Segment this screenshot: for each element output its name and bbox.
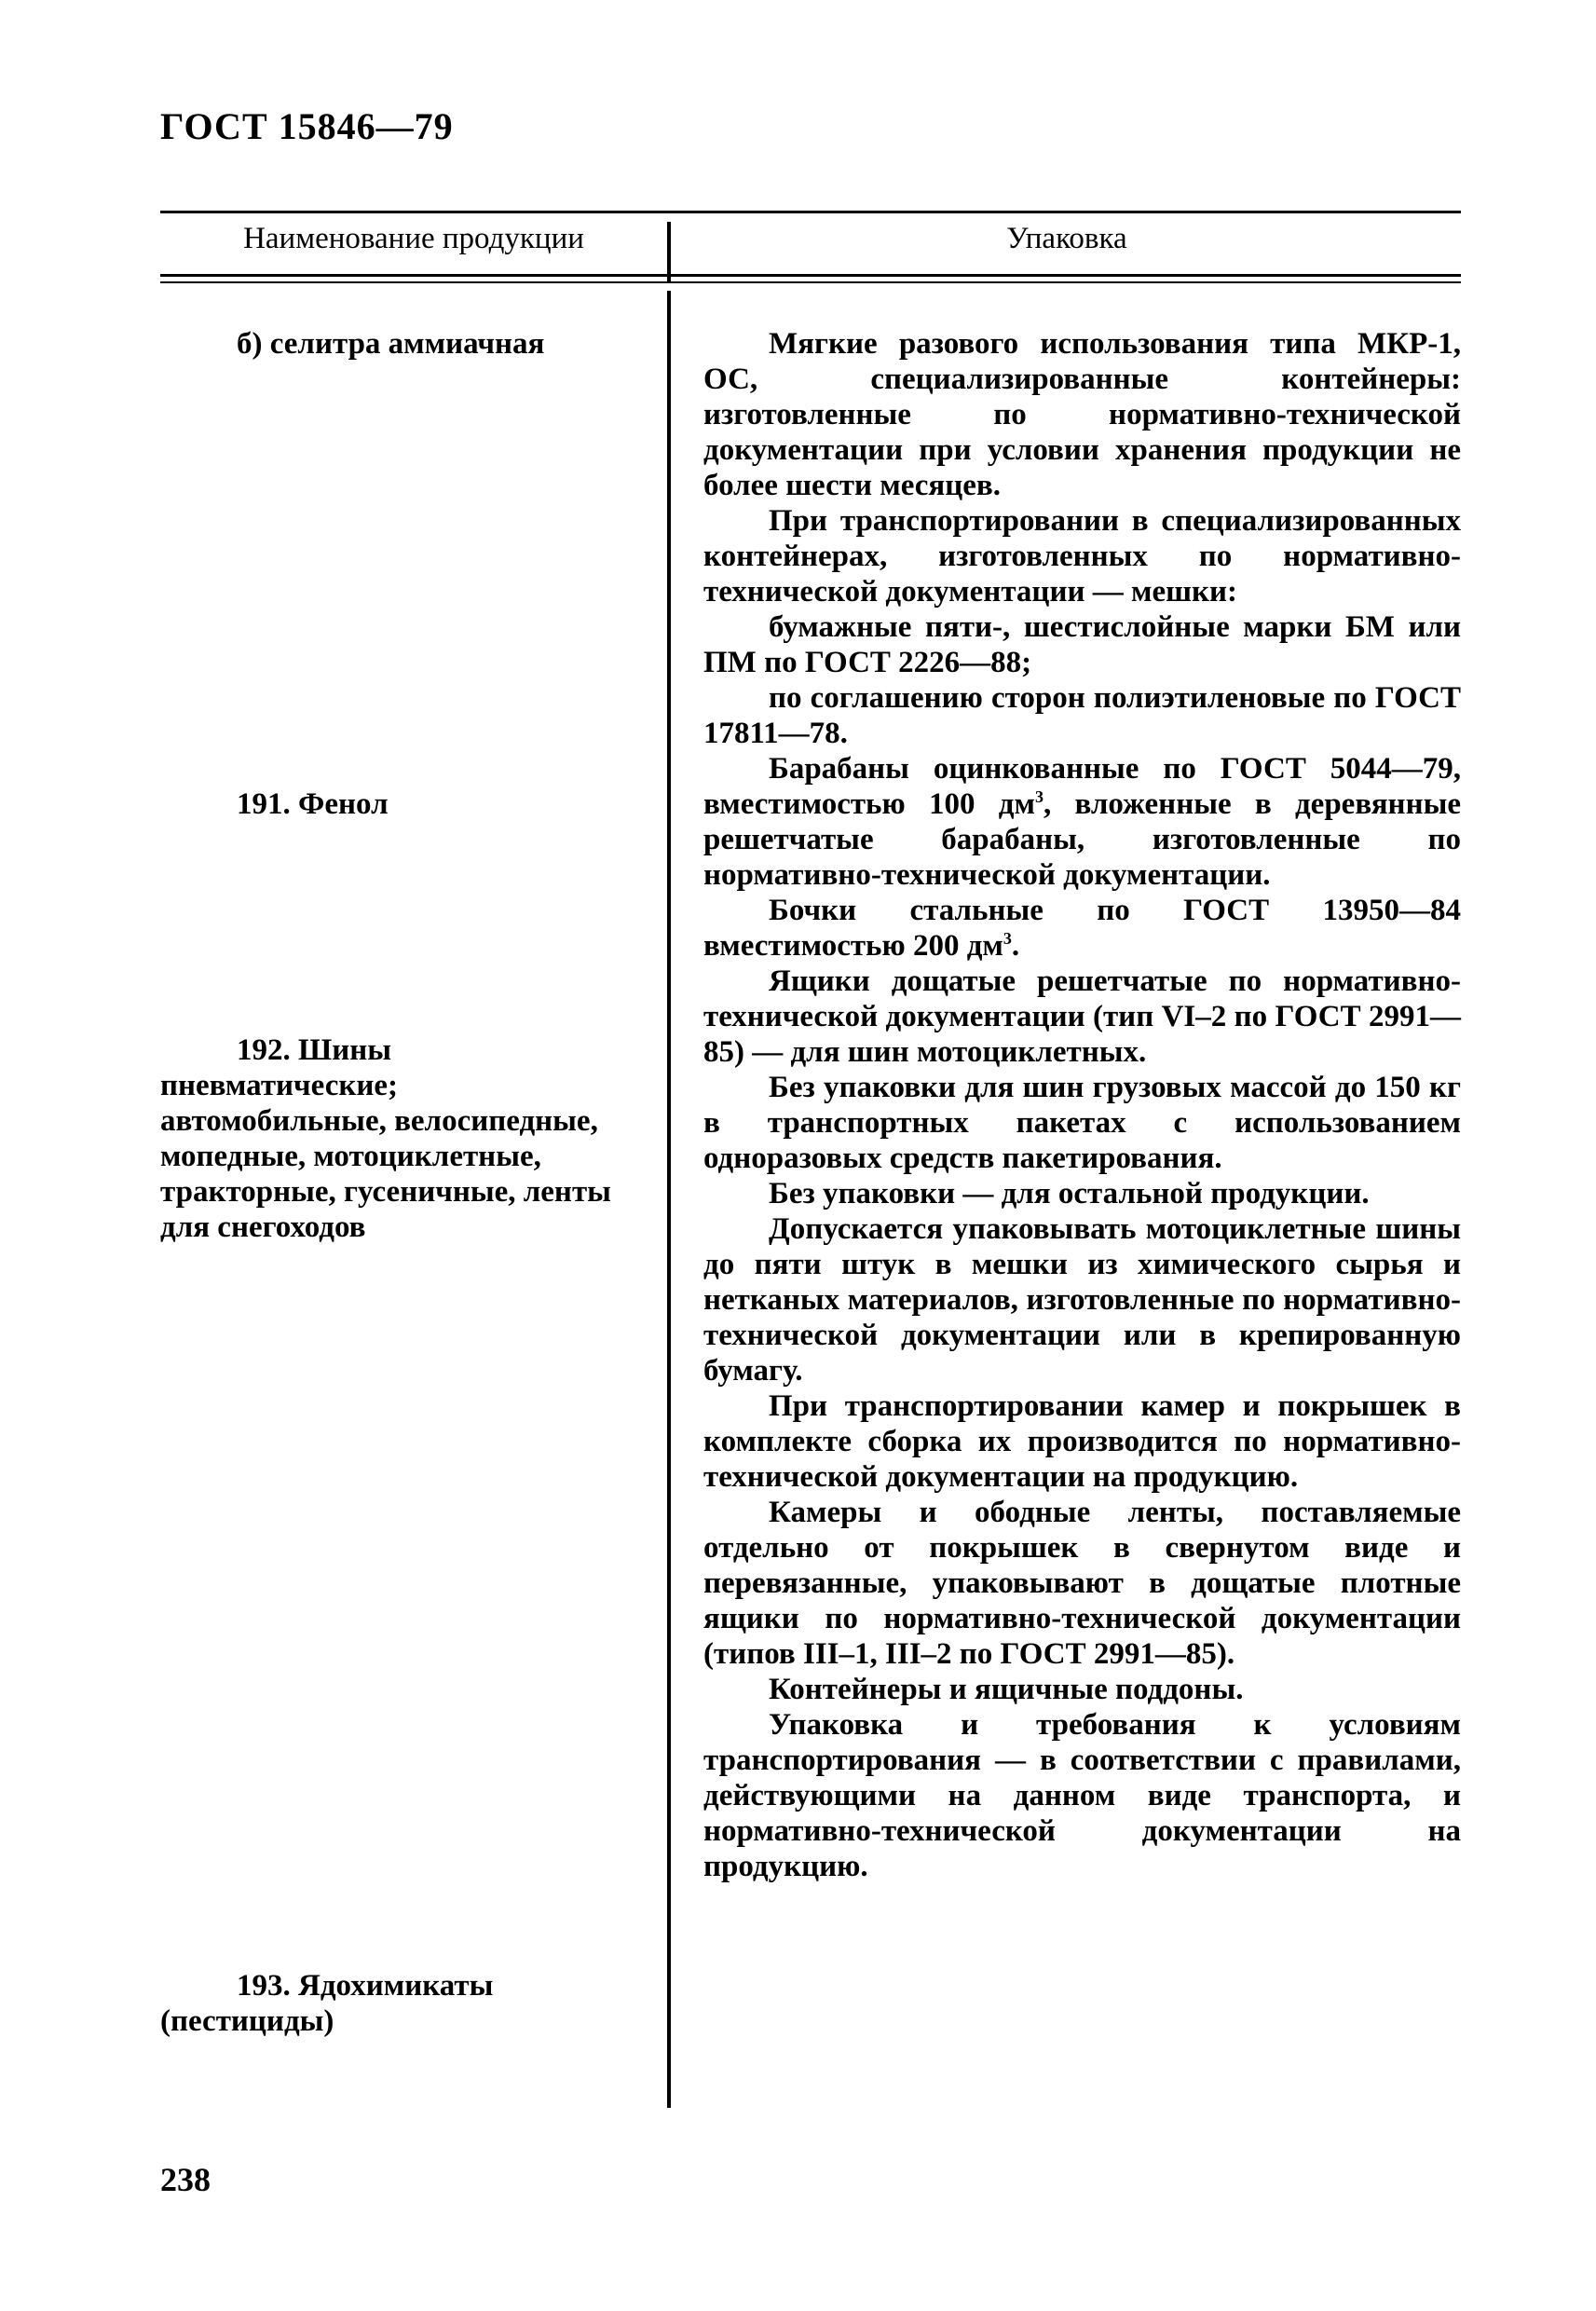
packaging-paragraph-drums — [703, 751, 1461, 893]
column-header-product: Наименование продукции — [243, 222, 584, 255]
packaging-paragraph: Упаковка и требования к условиям транспортирования — в соответствии с правилами, действующими на данном виде транспорта, и нормативно-технической документации на продукцию. — [703, 1708, 1461, 1883]
drums-text: Барабаны оцинкованные по ГОСТ 5044—79, вместимостью 100 дм — [703, 752, 1461, 821]
document-header: ГОСТ 15846—79 — [160, 105, 454, 147]
packaging-paragraph: Допускается упаковывать мотоциклетные шины до пяти штук в мешки из химического сырья и нетканых материалов, изготовленные по нормативно-технической документации или в крепированную бумагу. — [703, 1212, 1461, 1388]
table-top-rule — [160, 211, 1461, 213]
column-divider-body — [667, 291, 671, 2108]
packaging-paragraph: Ящики дощатые решетчатые по нормативно-технической документации (тип VI–2 по ГОСТ 2991—85) — для шин мотоциклетных. — [703, 964, 1461, 1069]
packaging-paragraph: Без упаковки для шин грузовых массой до 150 кг в транспортных пакетах с использованием одноразовых средств пакетирования. — [703, 1071, 1461, 1175]
barrels-text-tail: . — [1011, 929, 1020, 963]
header-rule-upper — [160, 274, 1461, 277]
packaging-paragraph: по соглашению сторон полиэтиленовые по ГОСТ 17811—78. — [703, 681, 1461, 750]
packaging-paragraph: Камеры и ободные ленты, поставляемые отдельно от покрышек в свернутом виде и перевязанные, упаковывают в дощатые плотные ящики по нормативно-технической документации (типов III–1, III–2 по ГОСТ 2991—85). — [703, 1496, 1461, 1671]
packaging-column — [703, 326, 1461, 1884]
packaging-paragraph: Контейнеры и ящичные поддоны. — [769, 1673, 1244, 1706]
packaging-paragraph: При транспортировании камер и покрышек в комплекте сборка их производится по нормативно-технической документации на продукцию. — [703, 1389, 1461, 1494]
packaging-paragraph: Без упаковки — для остальной продукции. — [769, 1177, 1370, 1210]
product-entry-191: 191. Фенол — [237, 787, 389, 821]
superscript-3: 3 — [1034, 787, 1044, 806]
superscript-3: 3 — [1003, 929, 1012, 948]
product-entry-193: 193. Ядохимикаты (пестициды) — [160, 1969, 494, 2038]
column-divider-header — [667, 222, 671, 281]
header-rule-lower — [160, 281, 1461, 283]
column-header-packaging: Упаковка — [1006, 222, 1127, 255]
product-entry-saltpeter: б) селитра аммиачная — [237, 327, 545, 361]
packaging-paragraph: бумажные пяти-, шестислойные марки БМ или ПМ по ГОСТ 2226—88; — [703, 610, 1461, 679]
drums-text-tail: , вложенные в деревянные решетчатые барабаны, изготовленные по нормативно-технической документации. — [703, 787, 1461, 892]
page-number: 238 — [160, 2161, 211, 2198]
packaging-paragraph: При транспортировании в специализированных контейнерах, изготовленных по нормативно-технической документации — мешки: — [703, 504, 1461, 609]
product-entry-192: 192. Шины пневматические; автомобильные, велосипедные, мопедные, мотоциклетные, тракторные, гусеничные, ленты для снегоходов — [160, 1033, 611, 1244]
packaging-paragraph: Мягкие разового использования типа МКР-1, ОС, специализированные контейнеры: изготовленные по нормативно-технической документации при условии хранения продукции не более шести месяцев. — [703, 327, 1461, 502]
barrels-text: Бочки стальные по ГОСТ 13950—84 вместимостью 200 дм — [703, 894, 1461, 963]
packaging-paragraph-barrels — [703, 893, 1461, 964]
